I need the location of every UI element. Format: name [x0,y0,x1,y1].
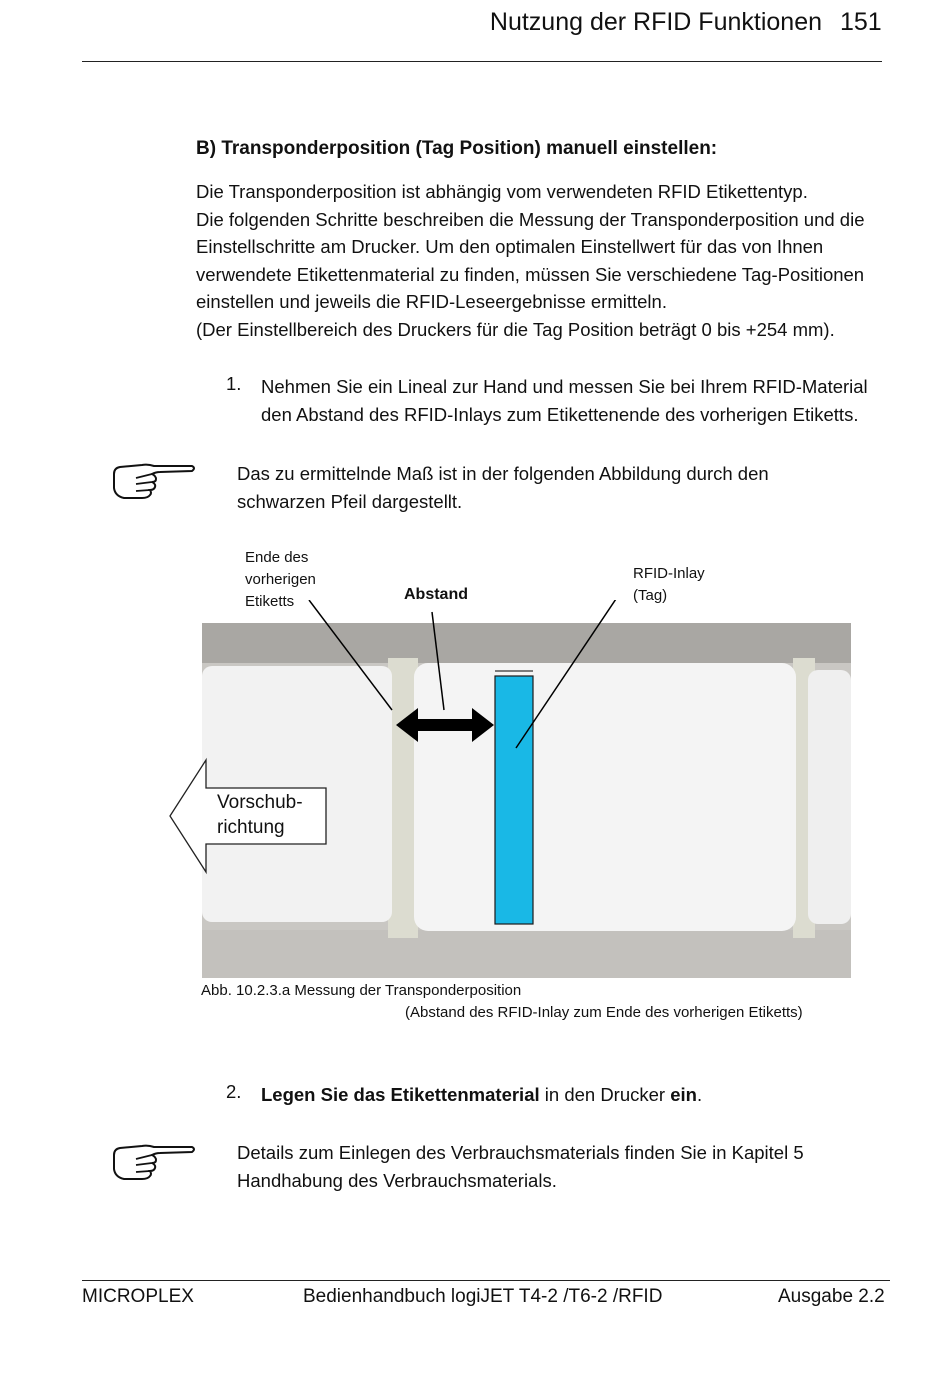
label-photo-figure [0,600,950,990]
figure-caption-subline: (Abstand des RFID-Inlay zum Ende des vorherigen Etiketts) [405,1004,803,1021]
note-line: Das zu ermittelnde Maß ist in der folgenden Abbildung durch den [237,463,769,484]
step-number: 1. [226,373,242,394]
footer-edition: Ausgabe 2.2 [778,1286,885,1307]
paragraph-line: (Der Einstellbereich des Druckers für die Tag Position beträgt 0 bis +254 mm). [196,318,835,340]
footer-manual-title: Bedienhandbuch logiJET T4-2 /T6-2 /RFID [303,1286,663,1307]
label-rfid-inlay: RFID-Inlay (Tag) [633,565,705,604]
note-line: Handhabung des Verbrauchsmaterials. [237,1169,557,1191]
note-1-text [237,460,769,515]
label-distance: Abstand [404,586,468,603]
label-end-of-previous-label: Ende des vorherigen Etiketts [245,549,316,610]
footer-brand: MICROPLEX [82,1286,194,1307]
header-title: Nutzung der RFID Funktionen [489,8,822,36]
section-heading: B) Transponderposition (Tag Position) manuell einstellen: [196,138,718,159]
note-2-text [237,1139,804,1194]
step-line: Nehmen Sie ein Lineal zur Hand und messen Sie bei Ihrem RFID-Material [261,376,868,397]
step-1-text [261,373,868,428]
footer-rule [82,1280,890,1281]
label-feed-direction: Vorschub- richtung [217,792,303,838]
next-label [808,670,851,924]
label-gap [388,658,418,938]
pointing-hand-icon [112,1141,196,1181]
figure-caption: Abb. 10.2.3.a Messung der Transponderposition [201,982,522,999]
note-line: Details zum Einlegen des Verbrauchsmaterials finden Sie in Kapitel 5 [237,1142,804,1163]
note-line: schwarzen Pfeil dargestellt. [237,490,463,512]
header-rule [82,61,882,62]
paragraph-line: verwendete Etikettenmaterial zu finden, müssen Sie verschiedene Tag-Positionen [196,263,865,285]
paragraph-line: Die folgenden Schritte beschreiben die Messung der Transponderposition und die [196,208,865,230]
paragraph-line: Einstellschritte am Drucker. Um den optimalen Einstellwert für das von Ihnen [196,236,824,257]
intro-paragraph [196,178,926,343]
page-number: 151 [840,8,882,36]
step-number: 2. [226,1081,242,1102]
rfid-inlay [495,676,533,924]
step-line: den Abstand des RFID-Inlays zum Etikettenende des vorherigen Etiketts. [261,403,859,425]
step-2-text: Legen Sie das Etikettenmaterial in den Drucker ein. [261,1084,703,1105]
paragraph-line: einstellen und jeweils die RFID-Leseergebnisse ermitteln. [196,291,667,312]
paragraph-line: Die Transponderposition ist abhängig vom verwendeten RFID Etikettentyp. [196,181,808,202]
pointing-hand-icon [112,460,196,500]
current-label [414,663,796,931]
